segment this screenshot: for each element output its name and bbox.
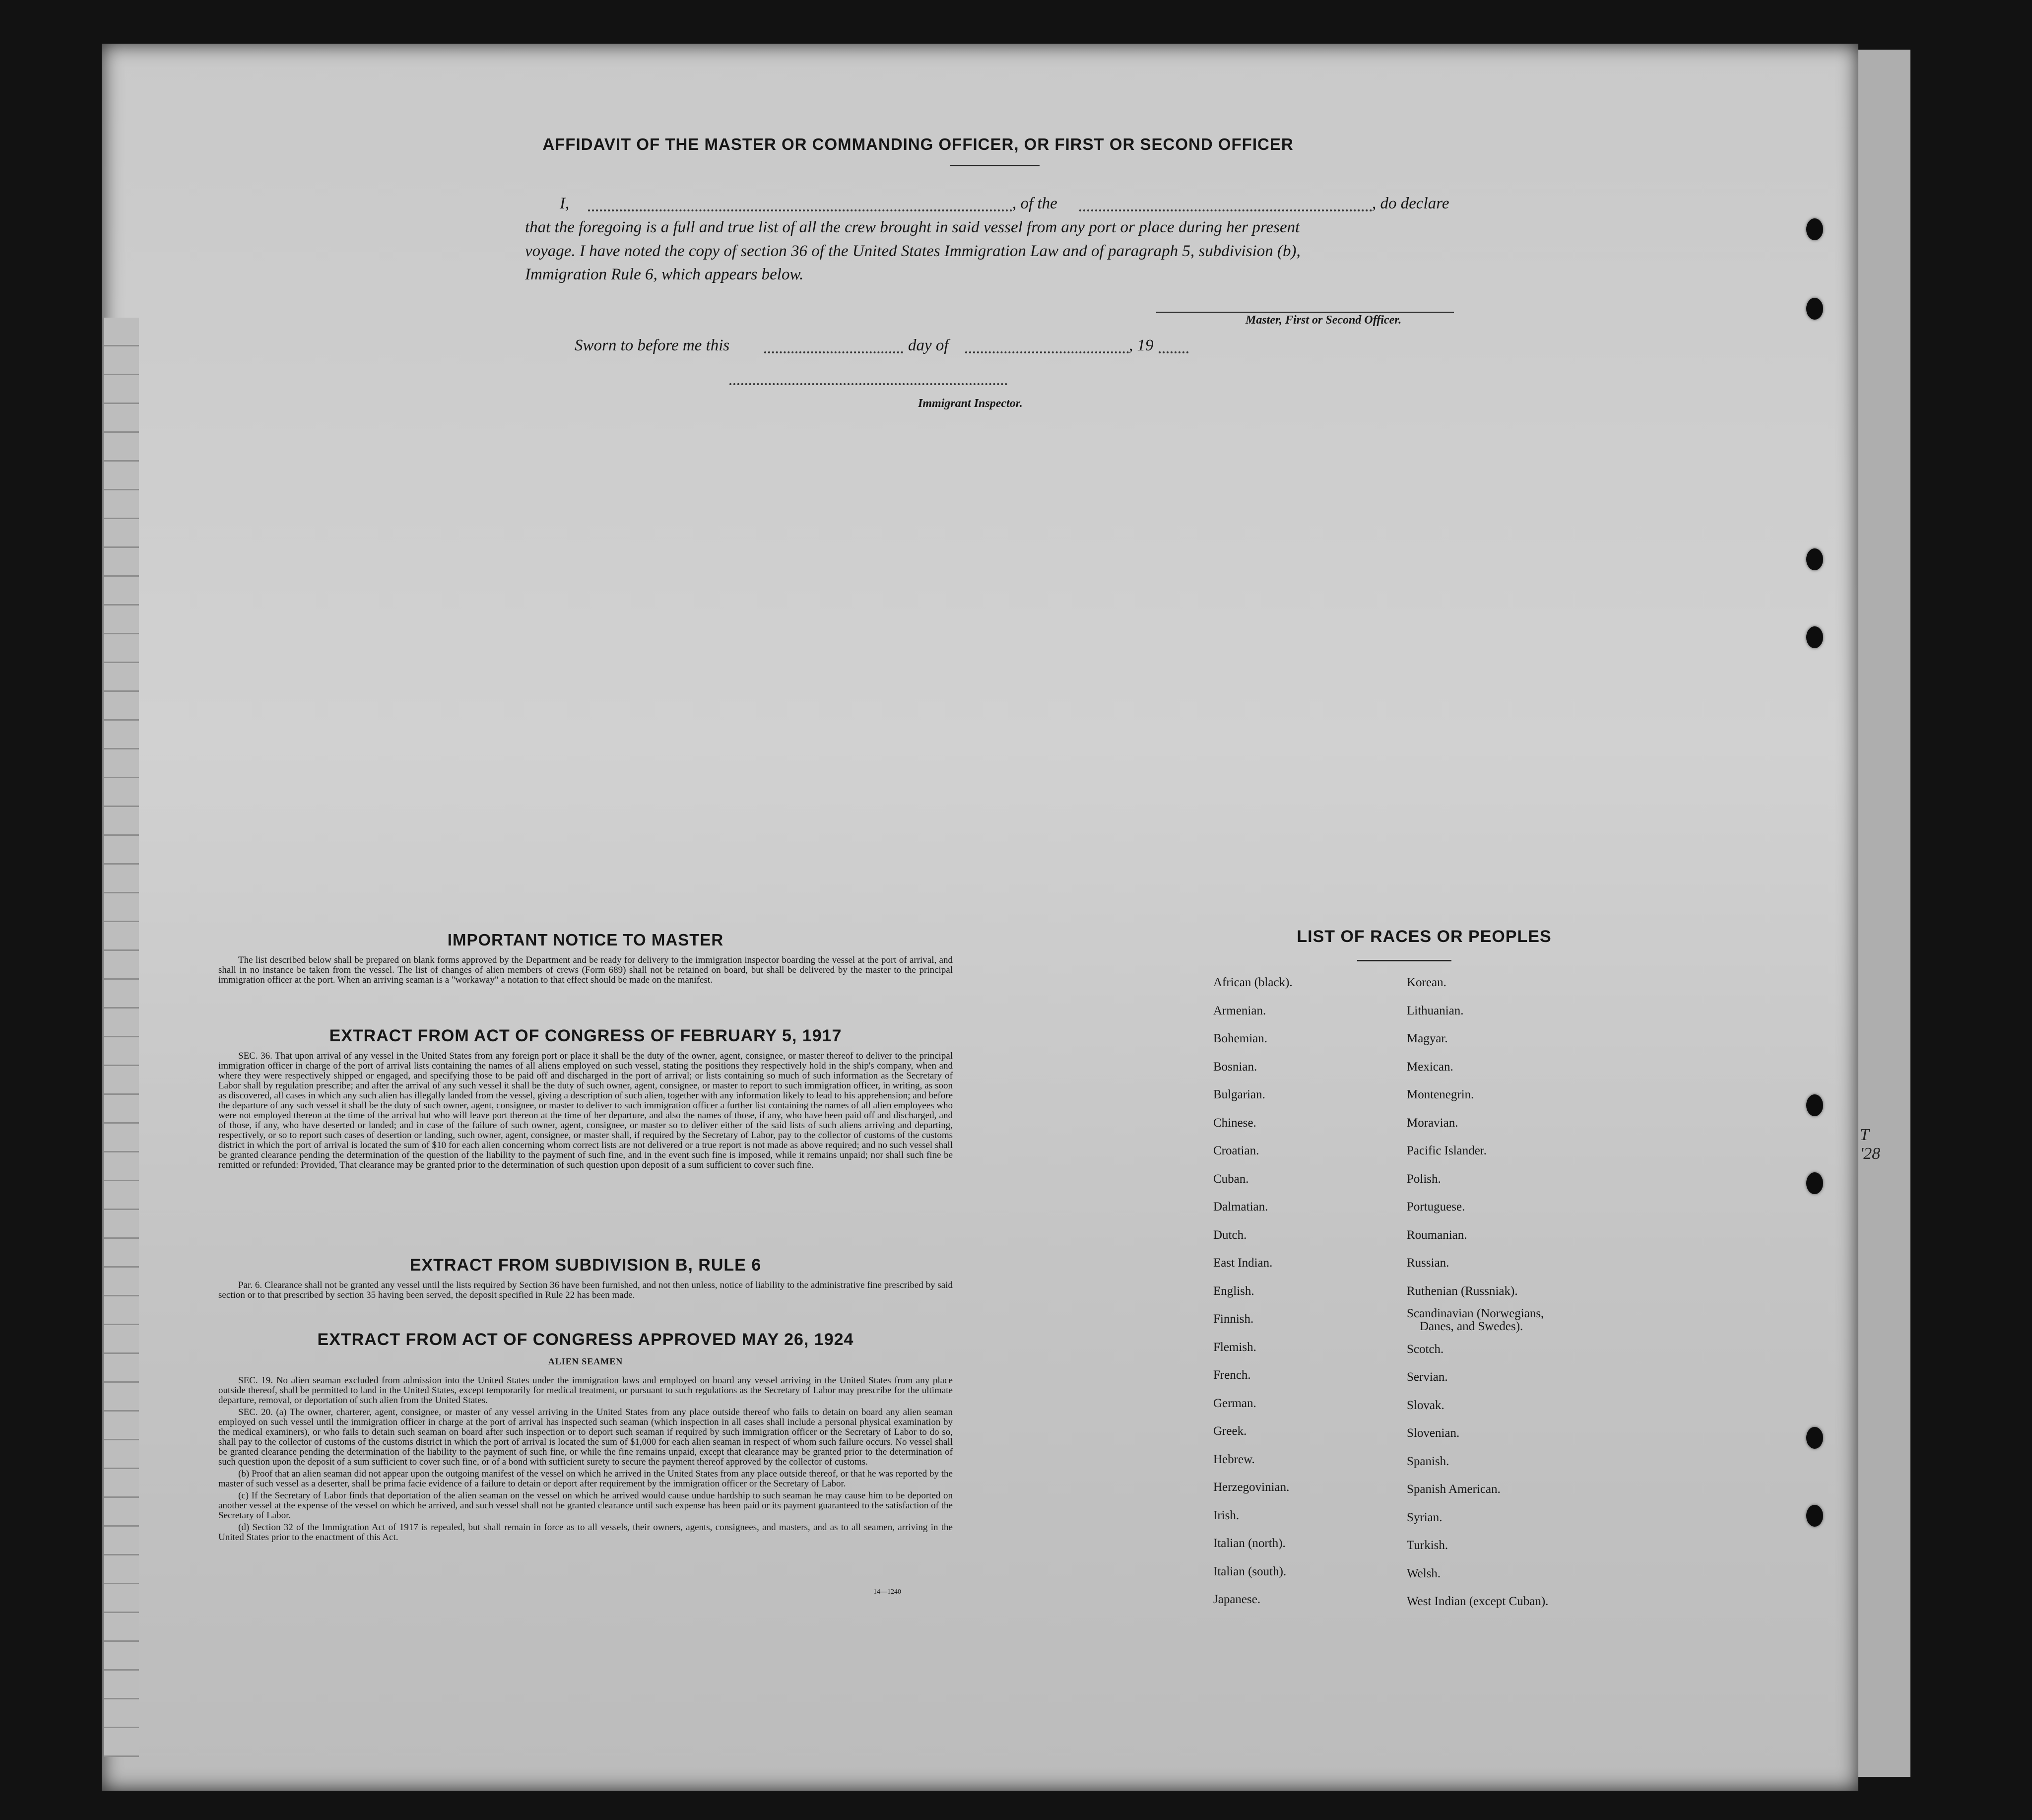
sworn-year: , 19: [1129, 337, 1154, 354]
race-item: Irish.: [1213, 1508, 1240, 1522]
race-item: Roumanian.: [1407, 1228, 1467, 1242]
race-item: English.: [1213, 1284, 1254, 1298]
race-item: Greek.: [1213, 1424, 1247, 1438]
act-1924-text: [218, 1376, 953, 1545]
sworn-day-of: day of: [908, 337, 949, 354]
act-1917-title: EXTRACT FROM ACT OF CONGRESS OF FEBRUARY 5, 1917: [329, 1026, 842, 1045]
race-item: African (black).: [1213, 976, 1293, 989]
race-item: Spanish.: [1407, 1454, 1449, 1468]
race-item: Armenian.: [1213, 1004, 1266, 1017]
inspector-signature-label: Immigrant Inspector.: [918, 397, 1023, 410]
affidavit-line-4: Immigration Rule 6, which appears below.: [525, 266, 804, 283]
punch-hole: [1806, 1427, 1823, 1449]
race-item: Hebrew.: [1213, 1452, 1255, 1466]
race-item: Magyar.: [1407, 1032, 1448, 1045]
race-item: Dalmatian.: [1213, 1200, 1268, 1213]
act-1917-text: [218, 1051, 953, 1172]
races-title-underline: [1357, 960, 1451, 961]
races-title: LIST OF RACES OR PEOPLES: [1297, 927, 1552, 946]
race-item: Chinese.: [1213, 1116, 1256, 1130]
rule-6-paragraph: Par. 6. Clearance shall not be granted any vessel until the lists required by Section 36 have been furnished, and not then unless, notice of liability to the administrative fine prescribed by said section or to that prescribed by section 35 having been served, the deposit specified in Rule 22 has been made.: [218, 1280, 953, 1300]
affidavit-line-3: voyage. I have noted the copy of section 36 of the United States Immigration Law and of paragraph 5, subdivision (b),: [525, 242, 1301, 260]
section-20a-paragraph: SEC. 20. (a) The owner, charterer, agent, consignee, or master of any vessel arriving in the United States from any place outside thereof who fails to detain on board any alien seaman employed on such vessel until the immigration officer in charge at the port of arrival has inspected such seaman (which inspection in all cases shall include a personal physical examination by the medical examiners), or who fails to detain such seaman on board after such inspection or to deport such seaman if required by such immigration officer or the Secretary of Labor to do so, shall pay to the collector of customs of the customs district in which the port of arrival is located the sum of $1,000 for each alien seaman in respect of whom such failure occurs. No vessel shall be granted clearance pending the determination of the liability to the payment of such fine, or while the fine remains unpaid, except that clearance may be granted prior to the determination of such question upon the deposit of a sum sufficient to cover such fine, or of a bond with sufficient surety to secure the payment thereof approved by the collector of customs.: [218, 1407, 953, 1467]
sworn-label: Sworn to before me this: [575, 337, 730, 354]
race-item: Lithuanian.: [1407, 1004, 1464, 1017]
master-signature-label: Master, First or Second Officer.: [1245, 314, 1402, 327]
race-item: Bulgarian.: [1213, 1088, 1265, 1101]
race-item: German.: [1213, 1396, 1256, 1410]
punch-hole: [1806, 548, 1823, 570]
form-number: 14—1240: [873, 1588, 901, 1596]
punch-hole: [1806, 218, 1823, 240]
race-item: Italian (south).: [1213, 1564, 1287, 1578]
section-20c-paragraph: (c) If the Secretary of Labor finds that deportation of the alien seaman on the vessel on which he arrived would cause undue hardship to such seaman he may cause him to be deported on another vessel at the expense of the vessel on which he arrived, and such vessel shall not be granted clearance until such expense has been paid or its payment guaranteed to the satisfaction of the Secretary of Labor.: [218, 1490, 953, 1521]
race-item: East Indian.: [1213, 1256, 1273, 1270]
race-item: Spanish American.: [1407, 1483, 1501, 1496]
race-item: [1407, 1305, 1548, 1336]
section-20d-paragraph: (d) Section 32 of the Immigration Act of 1917 is repealed, but shall remain in force as to all vessels, their owners, agents, consignees, and masters, and as to all seamen, arriving in the United States prior to the enactment of this Act.: [218, 1522, 953, 1543]
master-signature-line: [1156, 312, 1454, 313]
race-item: Cuban.: [1213, 1172, 1249, 1186]
races-column-2: [1407, 969, 1548, 1616]
declare-i: I,: [560, 195, 570, 212]
race-item-line: Danes, and Swedes).: [1420, 1320, 1523, 1333]
punch-hole: [1806, 1094, 1823, 1116]
title-underline: [950, 165, 1040, 166]
race-item: Servian.: [1407, 1370, 1448, 1384]
race-item: French.: [1213, 1368, 1251, 1382]
punch-hole: [1806, 1172, 1823, 1194]
notice-paragraph: The list described below shall be prepared on blank forms approved by the Department and be ready for delivery to the immigration inspector boarding the vessel at the port of arrival, and shall in no instance be taken from the vessel. The list of changes of alien members of crews (Form 689) shall not be retained on board, but shall be delivered by the master to the principal immigration officer at the port. When an arriving seaman is a "workaway" a notation to that effect should be made on the manifest.: [218, 955, 953, 985]
race-item: Welsh.: [1407, 1566, 1441, 1580]
punch-hole: [1806, 626, 1823, 648]
race-item: Mexican.: [1407, 1060, 1453, 1074]
handwritten-margin-note: T '28: [1860, 1126, 1881, 1163]
race-item: Syrian.: [1407, 1510, 1442, 1524]
ledger-lines: [104, 318, 139, 1757]
race-item: Croatian.: [1213, 1144, 1259, 1157]
section-19-paragraph: SEC. 19. No alien seaman excluded from admission into the United States under the immigration laws and employed on board any vessel arriving in the United States from any place outside thereof, shall be permitted to land in the United States, except temporarily for medical treatment, or pursuant to such regulations as the Secretary of Labor may prescribe for the ultimate departure, removal, or deportation of such alien from the United States.: [218, 1375, 953, 1406]
sworn-year-blank: [1159, 351, 1188, 353]
race-item: Ruthenian (Russniak).: [1407, 1284, 1518, 1298]
name-blank: [588, 209, 1012, 211]
race-item: Turkish.: [1407, 1539, 1448, 1552]
inspector-signature-line: [729, 383, 1007, 385]
punch-hole: [1806, 298, 1823, 320]
race-item: Finnish.: [1213, 1312, 1254, 1326]
affidavit-title: AFFIDAVIT OF THE MASTER OR COMMANDING OFFICER, OR FIRST OR SECOND OFFICER: [542, 135, 1294, 153]
races-column-1: [1213, 969, 1293, 1614]
race-item: Montenegrin.: [1407, 1088, 1474, 1101]
race-item: Portuguese.: [1407, 1200, 1465, 1213]
race-item: Japanese.: [1213, 1593, 1261, 1606]
rule-6-text: [218, 1281, 953, 1302]
race-item: Russian.: [1407, 1256, 1449, 1270]
race-item: Flemish.: [1213, 1340, 1256, 1354]
declare-end: , do declare: [1372, 195, 1449, 212]
race-item: Korean.: [1407, 976, 1446, 989]
notice-title: IMPORTANT NOTICE TO MASTER: [447, 931, 724, 949]
rule-6-title: EXTRACT FROM SUBDIVISION B, RULE 6: [409, 1256, 762, 1275]
race-item: Bohemian.: [1213, 1032, 1268, 1045]
race-item: Bosnian.: [1213, 1060, 1257, 1074]
race-item: Polish.: [1407, 1172, 1441, 1186]
alien-seamen-subtitle: ALIEN SEAMEN: [548, 1356, 623, 1366]
race-item: Herzegovinian.: [1213, 1481, 1290, 1494]
sworn-day-blank: [764, 351, 903, 353]
declare-of-the: , of the: [1012, 195, 1057, 212]
race-item: Slovenian.: [1407, 1426, 1460, 1440]
section-36-paragraph: SEC. 36. That upon arrival of any vessel in the United States from any foreign port or place it shall be the duty of the owner, agent, consignee, or master thereof to deliver to the principal immigration officer in charge of the port of arrival lists containing the names of all aliens employed on such vessel, stating the positions they respectively hold in the ship's company, when and where they were respectively shipped or engaged, and specifying those to be paid off and discharged in the port of arrival; or lists containing so much of such information as the Secretary of Labor shall by regulation prescribe; and after the arrival of any such vessel it shall be the duty of such owner, agent, consignee, or master to report to such immigration officer, in writing, as soon as discovered, all cases in which any such alien has illegally landed from the vessel, giving a description of such alien, together with any information likely to lead to his apprehension; and before the departure of any such vessel it shall be the duty of such owner, agent, consignee, or master to deliver to such immigration officer a further list containing the names of all alien employees who were not employed thereon at the time of the arrival but who will leave port thereon at the time of her departure, and also the names of those, if any, who have been paid off and discharged, and of those, if any, who have deserted or landed; and in case of the failure of such owner, agent, consignee, or master so to deliver either of the said lists of such aliens arriving and departing, respectively, or so to report such cases of desertion or landing, such owner, agent, consignee, or master shall, if required by the Secretary of Labor, pay to the collector of customs of the customs district in which the port of arrival is located the sum of $10 for each alien concerning whom correct lists are not delivered or a true report is not made as above required; and no such vessel shall be granted clearance pending the determination of the question of the liability to the payment of such fine, and in the event such fine is imposed, while it remains unpaid; nor shall such fine be remitted or refunded: Provided, That clearance may be granted prior to the determination of such question upon deposit of a sum sufficient to cover such fine.: [218, 1051, 953, 1170]
race-item: Slovak.: [1407, 1398, 1444, 1412]
section-20b-paragraph: (b) Proof that an alien seaman did not appear upon the outgoing manifest of the vessel on which he arrived in the United States from any place outside thereof, or that he was reported by the master of such vessel as a deserter, shall be prima facie evidence of a failure to detain or deport after requirement by the immigration officer or the Secretary of Labor.: [218, 1469, 953, 1489]
sworn-month-blank: [965, 351, 1129, 353]
punch-hole: [1806, 1505, 1823, 1527]
race-item: Dutch.: [1213, 1228, 1247, 1242]
race-item: West Indian (except Cuban).: [1407, 1595, 1549, 1608]
vessel-blank: [1079, 209, 1372, 211]
race-item: Scotch.: [1407, 1342, 1444, 1356]
affidavit-line-2: that the foregoing is a full and true list of all the crew brought in said vessel from any port or place during her present: [525, 218, 1300, 236]
race-item-line: Scandinavian (Norwegians,: [1407, 1307, 1544, 1320]
notice-text: [218, 955, 953, 987]
race-item: Pacific Islander.: [1407, 1144, 1487, 1157]
act-1924-title: EXTRACT FROM ACT OF CONGRESS APPROVED MAY 26, 1924: [317, 1330, 854, 1349]
race-item: Italian (north).: [1213, 1537, 1286, 1550]
race-item: Moravian.: [1407, 1116, 1458, 1130]
